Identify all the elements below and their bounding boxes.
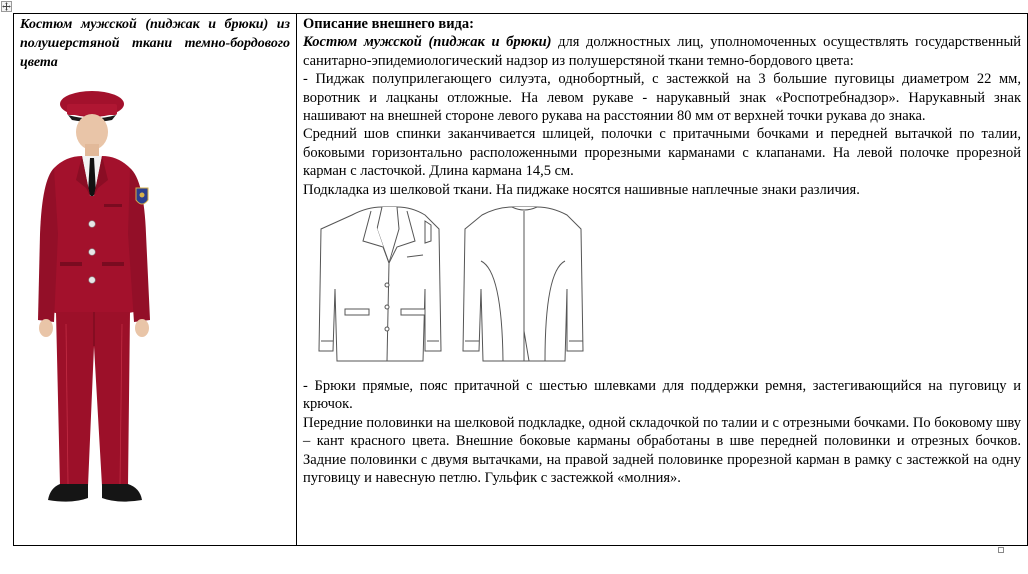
table-resize-handle[interactable] xyxy=(998,547,1004,553)
trousers-paragraph-1: - Брюки прямые, пояс притачной с шестью шлевками для поддержки ремня, застегивающийся на пуговицу и крючок. xyxy=(303,378,1021,413)
uniform-description-table xyxy=(13,13,1028,546)
trousers-paragraph-2: Передние половинки на шелковой подкладке, одной складочкой по талии и с отрезными бочками. По боковому шву – кант красного цвета. Внешние боковые карманы обработаны в шве передней половинки и отрезных бочков. Задние половинки с двумя вытачками, на правой задней половинке прорезной карман в рамку с застежкой на одну пуговицу и навесную петлю. Гульфик с застежкой «молния». xyxy=(303,414,1021,487)
jacket-paragraph-3: Подкладка из шелковой ткани. На пиджаке носятся нашивные наплечные знаки различия. xyxy=(303,181,860,198)
right-cell xyxy=(297,14,1028,546)
intro-text: для должностных лиц, уполномоченных осуществлять государственный санитарно-эпидемиологический надзор из полушерстяной ткани темно-бордового цвета: xyxy=(303,34,1021,69)
left-cell xyxy=(14,14,297,546)
emblem-badge-icon xyxy=(136,188,148,204)
uniform-figure-illustration xyxy=(32,84,162,512)
jacket-paragraph-1: - Пиджак полуприлегающего силуэта, однобортный, с застежкой на 3 большие пуговицы диаметром 22 мм, воротник и лацканы отложные. На левом рукаве - нарукавный знак «Роспотребнадзор». Нарукавный знак нашивают на внешней стороне левого рукава на расстоянии 80 мм от верхней точки рукава до знака. xyxy=(303,71,1021,125)
description-heading: Описание внешнего вида: xyxy=(303,16,474,32)
jacket-paragraph-2: Средний шов спинки заканчивается шлицей, полочки с притачными бочками и передней вытачкой по талии, боковыми горизонтально расположенными прорезными карманами с клапанами. На левой полочке прорезной карман с ласточкой. Длина кармана 14,5 см. xyxy=(303,126,1021,180)
left-caption: Костюм мужской (пиджак и брюки) из полушерстяной ткани темно-бордового цвета xyxy=(20,17,290,70)
jacket-sketches xyxy=(303,201,1021,377)
jacket-technical-drawing xyxy=(307,201,607,373)
intro-bold: Костюм мужской (пиджак и брюки) xyxy=(303,34,552,51)
table-move-handle-icon[interactable] xyxy=(1,1,12,12)
intro-paragraph xyxy=(303,33,1021,70)
